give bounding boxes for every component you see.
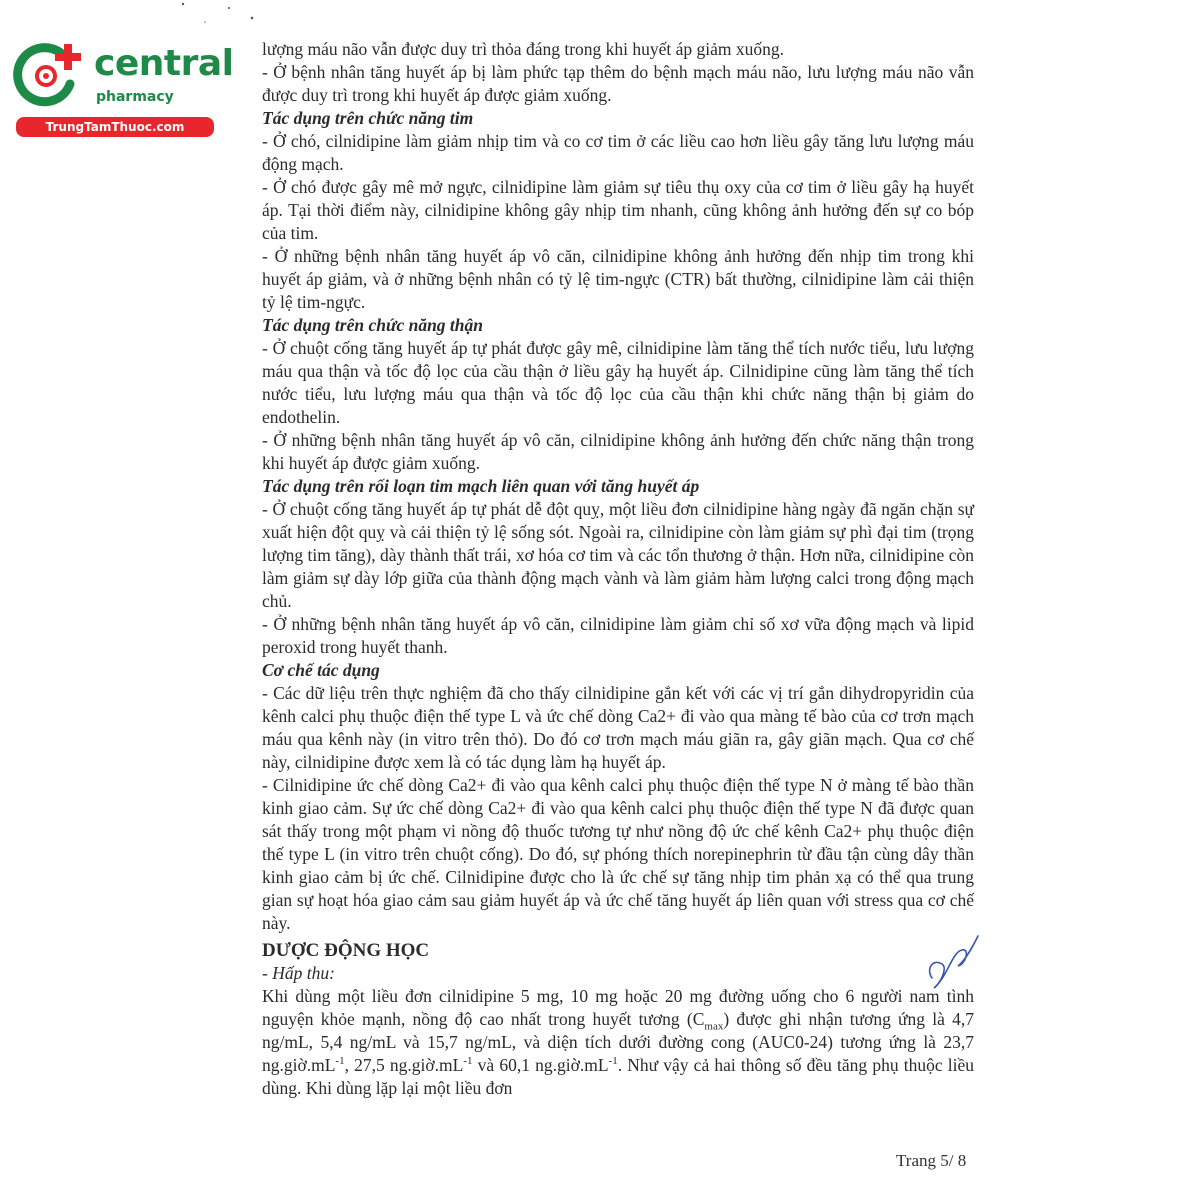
section-heading-heart: Tác dụng trên chức năng tim: [262, 108, 474, 128]
paragraph: - Ở chuột cống tăng huyết áp tự phát được gây mê, cilnidipine làm tăng thể tích nước tiểu, lưu lượng máu qua thận và tốc độ lọc của cầu thận ở liều gây hạ huyết áp. Cilnidipine cũng làm tăng thể tích nước tiểu, lưu lượng máu qua thận và tốc độ lọc của cầu thận khi chức năng thận bị giảm do endothelin.: [262, 338, 974, 427]
text-run: , 27,5 ng.giờ.mL: [344, 1055, 464, 1075]
section-heading-pharmacokinetics: DƯỢC ĐỘNG HỌC: [262, 940, 430, 961]
scan-artifact-marks: [0, 0, 300, 30]
paragraph: - Ở những bệnh nhân tăng huyết áp vô căn, cilnidipine làm giảm chỉ số xơ vữa động mạch và lipid peroxid trong huyết thanh.: [262, 614, 974, 657]
paragraph: - Ở chó được gây mê mở ngực, cilnidipine làm giảm sự tiêu thụ oxy của cơ tim ở liều gây hạ huyết áp. Tại thời điểm này, cilnidipine không gây nhịp tim nhanh, cũng không ảnh hưởng đến sự co bóp của tim.: [262, 177, 974, 243]
text-run: . Như vậy cả hai thông số đều tăng phụ thuộc liều dùng. Khi dùng lặp lại một liều đơn: [262, 1055, 975, 1098]
text-run: ) được ghi nhận tương ứng là 4,7 ng/mL, 5,4 ng/mL và 15,7 ng/mL, và diện tích dưới đường cong (AUC0-24) tương ứng là 23,7 ng.giờ.mL: [262, 1009, 975, 1075]
unit-superscript: -1: [335, 1055, 345, 1068]
unit-superscript: -1: [463, 1055, 473, 1068]
unit-superscript: -1: [608, 1055, 618, 1068]
section-heading-mechanism: Cơ chế tác dụng: [262, 660, 380, 680]
handwritten-initials-signature: [922, 930, 982, 994]
document-page: [262, 38, 974, 1100]
paragraph: - Ở chuột cống tăng huyết áp tự phát dễ đột quỵ, một liều đơn cilnidipine hàng ngày đã ngăn chặn sự xuất hiện đột quỵ và cải thiện tỷ lệ sống sót. Ngoài ra, cilnidipine còn làm giảm sự phì đại tim (trọng lượng tim tăng), dày thành thất trái, xơ hóa cơ tim và các tổn thương ở thận. Hơn nữa, cilnidipine còn làm giảm sự dày lớp giữa của thành động mạch vành và làm giảm hàm lượng calci trong động mạch chủ.: [262, 499, 974, 611]
cmax-subscript: max: [704, 1020, 724, 1033]
paragraph: - Ở bệnh nhân tăng huyết áp bị làm phức tạp thêm do bệnh mạch máu não, lưu lượng máu não vẫn được duy trì trong khi huyết áp được giảm xuống.: [262, 62, 974, 105]
logo-website-url: TrungTamThuoc.com: [16, 117, 214, 137]
pharmacy-cross-icon: [12, 40, 86, 110]
text-run: Khi dùng một liều đơn cilnidipine 5 mg, 10 mg hoặc 20 mg đường uống cho 6 người nam tình nguyện khỏe mạnh, nồng độ cao nhất trong huyết tương (C: [262, 986, 974, 1029]
paragraph: - Các dữ liệu trên thực nghiệm đã cho thấy cilnidipine gắn kết với các vị trí gắn dihydropyridin của kênh calci phụ thuộc điện thế type L và ức chế dòng Ca2+ đi vào qua màng tế bào của cơ trơn mạch máu qua kênh này (in vitro trên thỏ). Do đó cơ trơn mạch máu giãn ra, gây giãn mạch. Qua cơ chế này, cilnidipine được xem là có tác dụng làm hạ huyết áp.: [262, 683, 974, 772]
section-heading-cardiovascular: Tác dụng trên rối loạn tim mạch liên quan với tăng huyết áp: [262, 476, 700, 496]
central-pharmacy-logo: [10, 38, 234, 138]
page-number: Trang 5/ 8: [896, 1151, 967, 1170]
paragraph: - Ở những bệnh nhân tăng huyết áp vô căn, cilnidipine không ảnh hưởng đến nhịp tim trong khi huyết áp giảm, và ở những bệnh nhân có tỷ lệ tim-ngực (CTR) bất thường, cilnidipine làm cải thiện tỷ lệ tim-ngực.: [262, 246, 974, 312]
paragraph: lượng máu não vẫn được duy trì thỏa đáng trong khi huyết áp giảm xuống.: [262, 39, 785, 59]
paragraph: - Ở chó, cilnidipine làm giảm nhịp tim và co cơ tim ở các liều cao hơn liều gây tăng lưu lượng máu động mạch.: [262, 131, 974, 174]
section-heading-kidney: Tác dụng trên chức năng thận: [262, 315, 484, 335]
paragraph: - Ở những bệnh nhân tăng huyết áp vô căn, cilnidipine không ảnh hưởng đến chức năng thận trong khi huyết áp được giảm xuống.: [262, 430, 974, 473]
paragraph: - Cilnidipine ức chế dòng Ca2+ đi vào qua kênh calci phụ thuộc điện thế type N ở màng tế bào thần kinh giao cảm. Sự ức chế dòng Ca2+ đi vào qua kênh calci phụ thuộc điện thế type N đã được quan sát thấy trong một phạm vi nồng độ thuốc tương tự như nồng độ ức chế kênh Ca2+ phụ thuộc điện thế type L (in vitro trên chuột cống). Do đó, sự phóng thích norepinephrin từ đầu tận cùng dây thần kinh giao cảm bị ức chế. Cilnidipine được cho là ức chế sự tăng nhịp tim phản xạ có thể qua trung gian sự hoạt hóa giao cảm sau giảm huyết áp và ức chế tăng huyết áp liên quan với stress qua cơ chế này.: [262, 775, 974, 933]
subheading-absorption: - Hấp thu:: [262, 963, 335, 983]
logo-subtitle: pharmacy: [96, 89, 174, 105]
text-run: và 60,1 ng.giờ.mL: [472, 1055, 609, 1075]
paragraph-absorption: [262, 985, 974, 1100]
logo-brand-name: central: [94, 43, 234, 84]
